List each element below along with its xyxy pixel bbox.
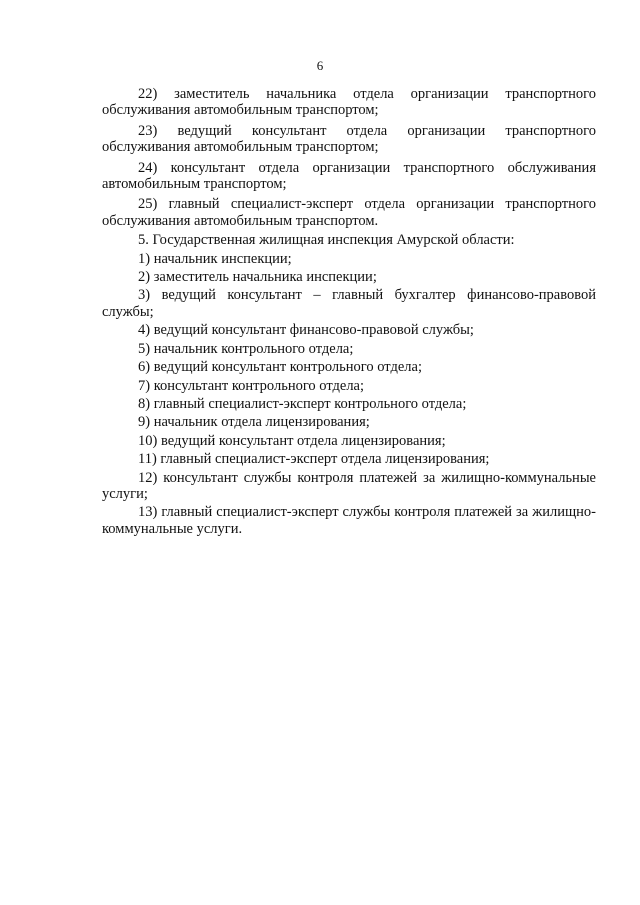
list-item: 3) ведущий консультант – главный бухгалтер финансово-правовой службы;	[102, 287, 596, 320]
list-item: 7) консультант контрольного отдела;	[138, 377, 365, 394]
list-item: 6) ведущий консультант контрольного отдела;	[138, 359, 422, 376]
list-item: 2) заместитель начальника инспекции;	[138, 269, 377, 286]
list-item: 13) главный специалист-эксперт службы контроля платежей за жилищно-коммунальные услуги.	[102, 504, 596, 537]
list-item: 11) главный специалист-эксперт отдела лицензирования;	[138, 451, 490, 468]
section-heading: 5. Государственная жилищная инспекция Амурской области:	[138, 232, 515, 249]
document-body	[102, 86, 596, 539]
page-number: 6	[316, 58, 324, 73]
list-item: 23) ведущий консультант отдела организации транспортного обслуживания автомобильным транспортом;	[102, 122, 596, 156]
list-item: 8) главный специалист-эксперт контрольного отдела;	[138, 395, 467, 412]
list-item: 24) консультант отдела организации транспортного обслуживания автомобильным транспортом;	[102, 159, 596, 193]
list-item: 22) заместитель начальника отдела организации транспортного обслуживания автомобильным транспортом;	[102, 86, 596, 119]
list-item: 25) главный специалист-эксперт отдела организации транспортного обслуживания автомобильным транспортом.	[102, 196, 596, 229]
list-item: 10) ведущий консультант отдела лицензирования;	[138, 432, 446, 449]
list-item: 12) консультант службы контроля платежей за жилищно-коммунальные услуги;	[102, 469, 596, 502]
list-item: 4) ведущий консультант финансово-правовой службы;	[138, 322, 474, 339]
list-item: 1) начальник инспекции;	[138, 250, 292, 267]
list-item: 9) начальник отдела лицензирования;	[138, 414, 370, 431]
list-item: 5) начальник контрольного отдела;	[138, 340, 354, 357]
